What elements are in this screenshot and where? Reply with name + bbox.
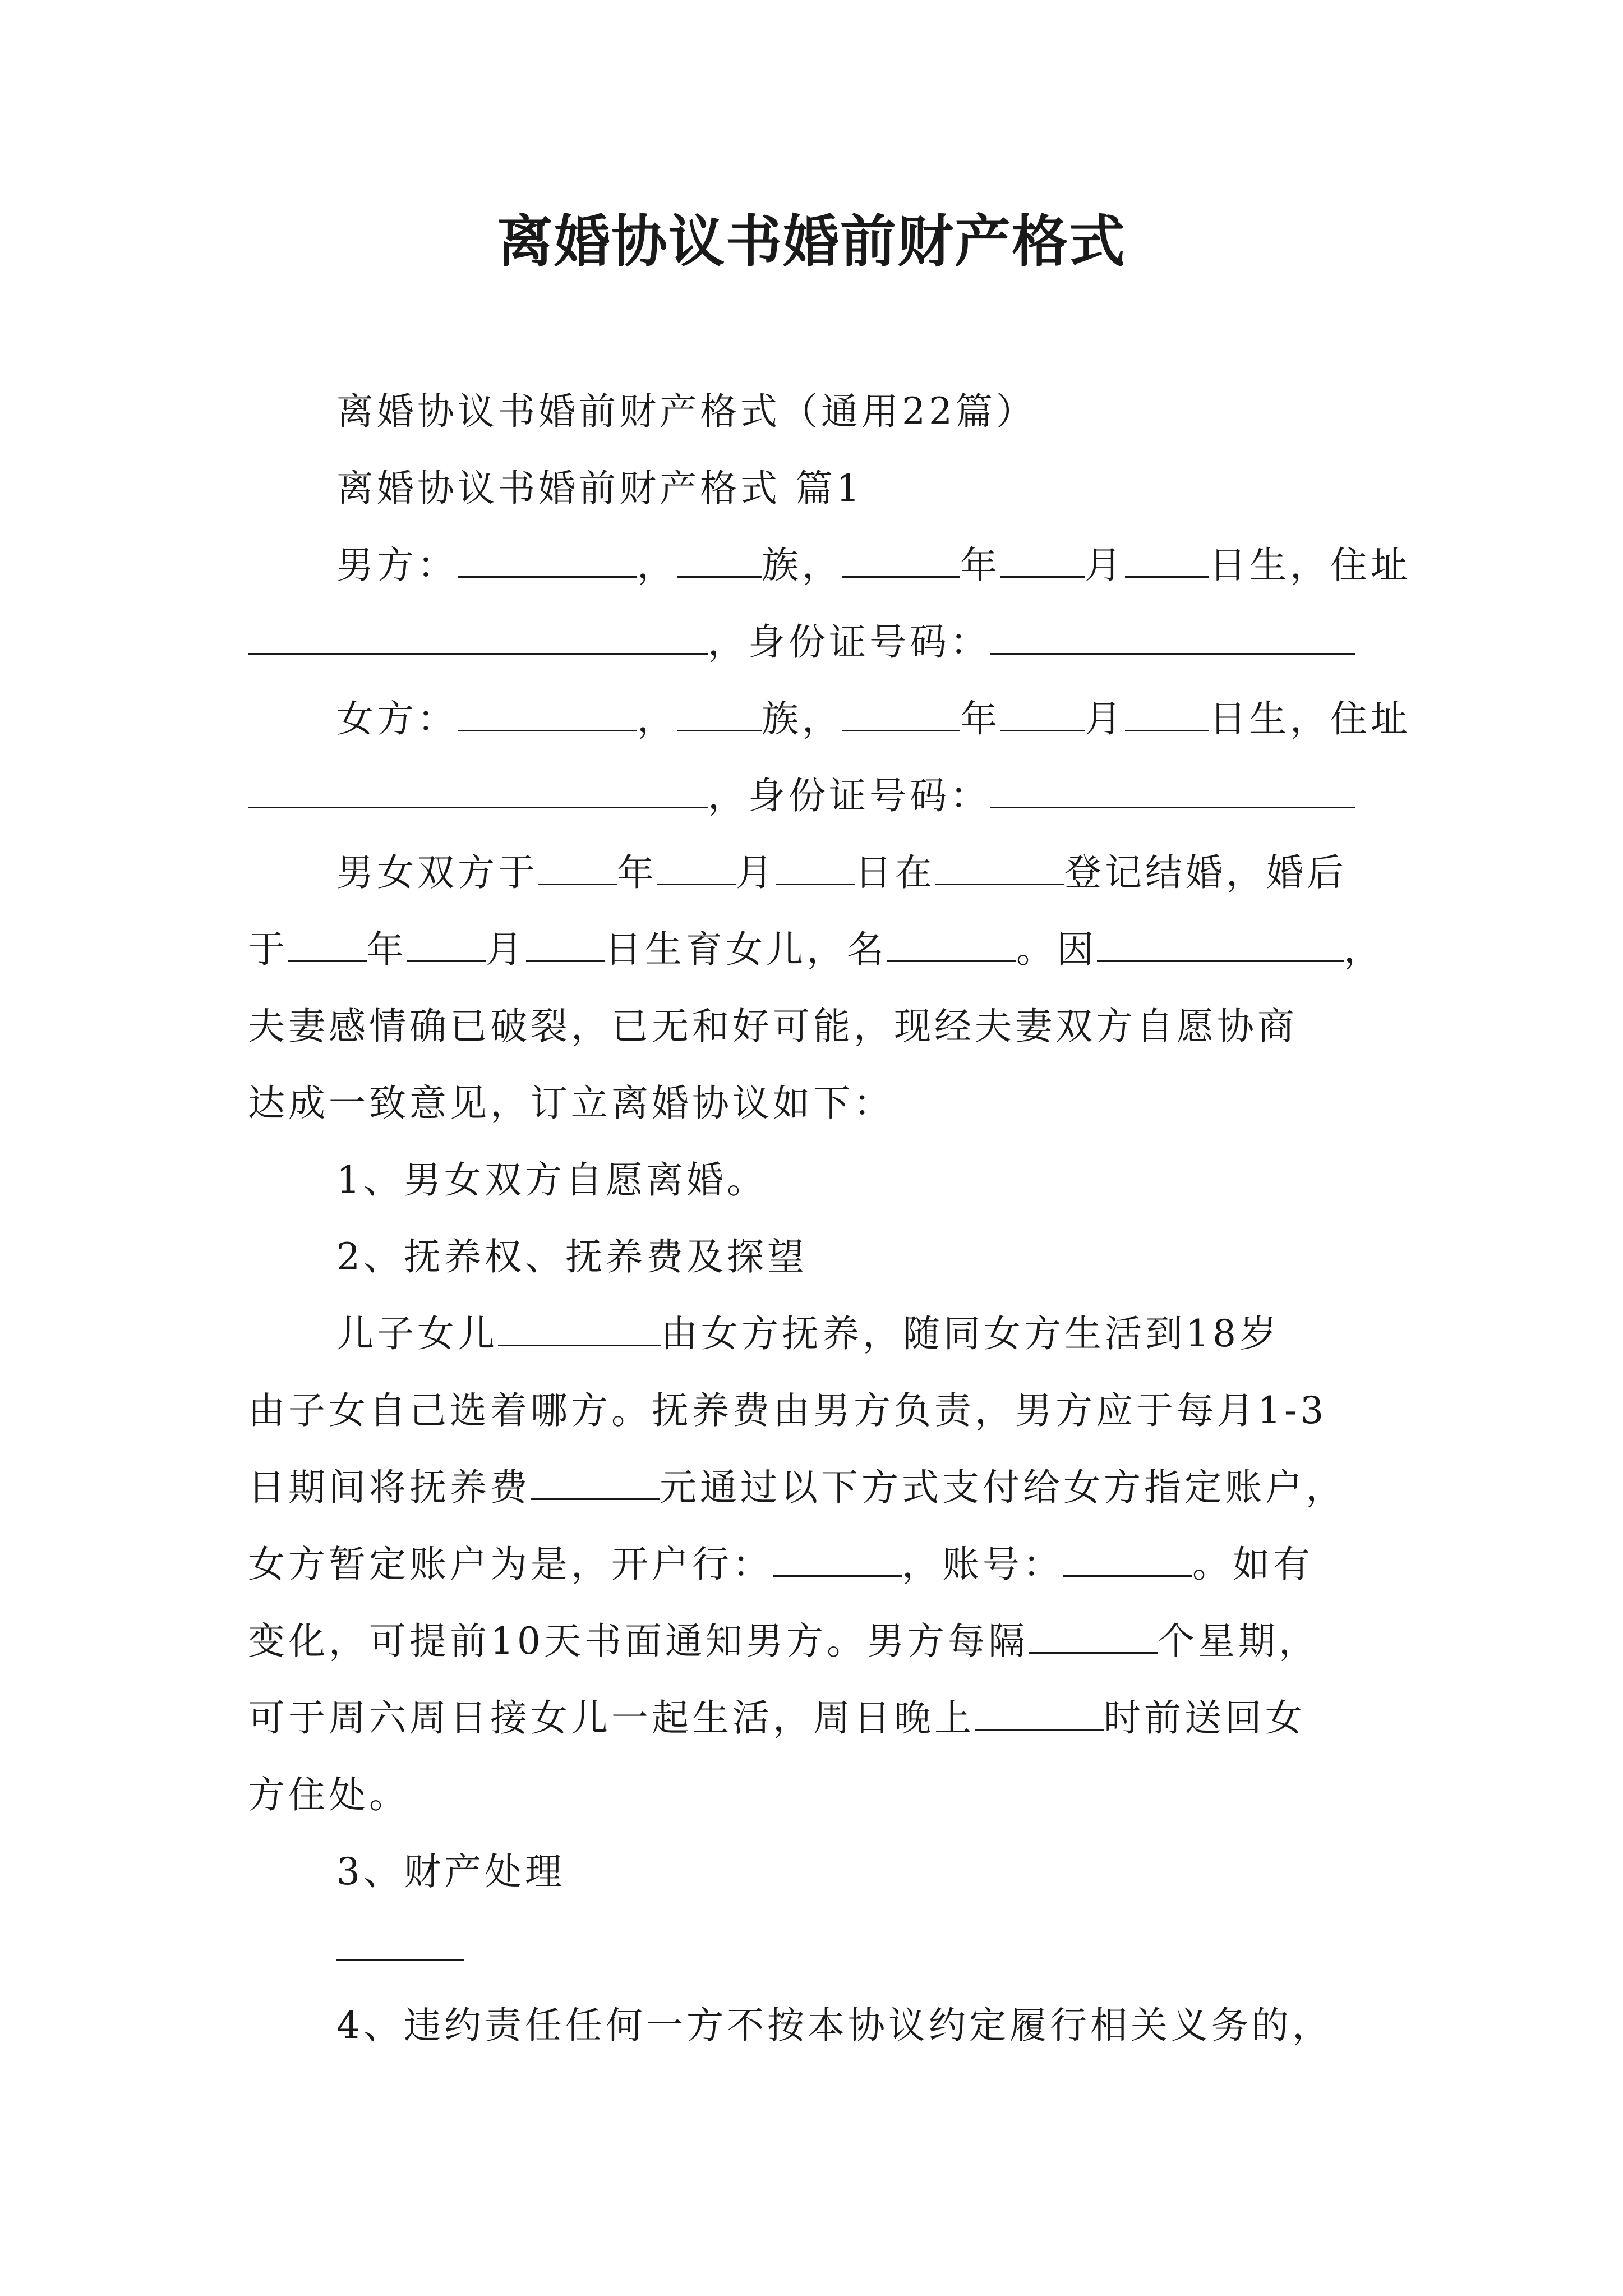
marriage-paragraph-line-1	[248, 834, 1380, 911]
male-address-blank	[248, 608, 708, 655]
marriage-paragraph-line-3	[248, 988, 1380, 1065]
birth-month-label: 月	[486, 928, 526, 971]
item-1: 1、男女双方自愿离婚。	[336, 1158, 767, 1202]
custody-text-line-7: 方住处。	[248, 1773, 409, 1816]
subtitle-line	[248, 373, 1380, 450]
male-id-label: ，身份证号码：	[708, 620, 990, 664]
female-id-label: ，身份证号码：	[708, 774, 990, 817]
female-day-address-label: 日生，住址	[1209, 697, 1411, 740]
female-comma: ，	[637, 697, 677, 740]
marriage-year-label: 年	[617, 851, 657, 894]
custody-line-3	[248, 1449, 1380, 1526]
male-ethnicity-blank	[677, 531, 762, 578]
male-month-blank	[1000, 531, 1085, 578]
male-party-line-1	[248, 527, 1411, 604]
daughter-name-label: 日生育女儿，名	[605, 928, 887, 971]
marriage-text-line-4: 达成一致意见，订立离婚协议如下：	[248, 1082, 894, 1125]
item-1-line	[248, 1142, 1380, 1218]
female-party-line-2	[248, 757, 1380, 834]
item-2: 2、抚养权、抚养费及探望	[336, 1235, 808, 1278]
marriage-text: 男女双方于	[336, 851, 538, 894]
reason-blank	[1097, 915, 1344, 962]
marriage-year-blank	[538, 839, 617, 885]
custody-line-7	[248, 1756, 1380, 1833]
reason-comma: ，	[1344, 928, 1384, 971]
female-ethnicity-blank	[677, 685, 762, 731]
birth-day-blank	[526, 915, 605, 962]
male-year-label: 年	[960, 544, 1000, 587]
marriage-day-blank	[776, 839, 855, 885]
custody-line-6	[248, 1680, 1380, 1756]
birth-year-blank	[288, 915, 367, 962]
custody-child-blank	[498, 1300, 661, 1346]
marriage-text-line-3: 夫妻感情确已破裂，已无和好可能，现经夫妻双方自愿协商	[248, 1005, 1298, 1048]
custody-line-5	[248, 1603, 1380, 1680]
property-blank	[336, 1926, 464, 1961]
male-day-address-label: 日生，住址	[1209, 544, 1411, 587]
male-day-blank	[1125, 531, 1209, 578]
account-change-text: 。如有	[1192, 1543, 1313, 1586]
item-3: 3、财产处理	[336, 1850, 565, 1893]
custody-line-1	[248, 1295, 1380, 1372]
marriage-month-blank	[657, 839, 736, 885]
male-id-blank	[990, 608, 1355, 655]
male-year-blank	[842, 531, 960, 578]
account-label: ，账号：	[902, 1543, 1063, 1586]
visit-interval-label: 变化，可提前10天书面通知男方。男方每隔	[248, 1619, 1029, 1663]
support-fee-blank	[531, 1453, 660, 1500]
reason-label: 。因	[1016, 928, 1097, 971]
custody-line-2	[248, 1372, 1380, 1449]
custody-children-label: 儿子女儿	[336, 1312, 498, 1355]
document-body	[248, 373, 1411, 2064]
return-time-text: 时前送回女	[1104, 1696, 1306, 1740]
male-party-line-2	[248, 604, 1380, 680]
marriage-paragraph-line-4	[248, 1065, 1380, 1142]
male-ethnicity-label: 族，	[762, 544, 842, 587]
birth-text: 于	[248, 928, 288, 971]
female-party-line-1	[248, 680, 1411, 757]
female-label: 女方：	[336, 697, 458, 740]
female-year-label: 年	[960, 697, 1000, 740]
account-blank	[1063, 1530, 1192, 1577]
bank-label: 女方暂定账户为是，开户行：	[248, 1543, 773, 1586]
female-year-blank	[842, 685, 960, 731]
female-ethnicity-label: 族，	[762, 697, 842, 740]
male-comma: ，	[637, 544, 677, 587]
daughter-name-blank	[887, 915, 1016, 962]
marriage-registration-text: 登记结婚，婚后	[1064, 851, 1347, 894]
marriage-place-blank	[935, 839, 1064, 885]
visit-interval-unit: 个星期，	[1157, 1619, 1319, 1663]
return-time-label: 可于周六周日接女儿一起生活，周日晚上	[248, 1696, 975, 1740]
male-label: 男方：	[336, 544, 458, 587]
birth-year-label: 年	[367, 928, 407, 971]
subtitle: 离婚协议书婚前财产格式（通用22篇）	[336, 390, 1036, 433]
female-address-blank	[248, 762, 708, 808]
marriage-month-label: 月	[736, 851, 776, 894]
custody-text: 由女方抚养，随同女方生活到18岁	[661, 1312, 1280, 1355]
item-4-line	[248, 1987, 1380, 2064]
item-4: 4、违约责任任何一方不按本协议约定履行相关义务的，	[336, 2004, 1332, 2047]
return-time-blank	[975, 1684, 1104, 1731]
female-month-label: 月	[1085, 697, 1125, 740]
female-day-blank	[1125, 685, 1209, 731]
male-month-label: 月	[1085, 544, 1125, 587]
marriage-place-label: 日在	[855, 851, 935, 894]
birth-month-blank	[407, 915, 486, 962]
female-month-blank	[1000, 685, 1085, 731]
female-name-blank	[458, 685, 637, 731]
property-blank-line	[248, 1910, 1380, 1987]
item-2-line	[248, 1218, 1380, 1295]
marriage-paragraph-line-2	[248, 911, 1384, 988]
section-heading: 离婚协议书婚前财产格式 篇1	[336, 467, 863, 510]
custody-line-4	[248, 1526, 1380, 1603]
female-id-blank	[990, 762, 1355, 808]
custody-text-line-2: 由子女自己选着哪方。抚养费由男方负责，男方应于每月1-3	[248, 1389, 1327, 1432]
item-3-line	[248, 1833, 1380, 1910]
bank-blank	[773, 1530, 902, 1577]
section-heading-line	[248, 450, 1380, 527]
support-fee-label: 日期间将抚养费	[248, 1466, 531, 1509]
support-fee-text: 元通过以下方式支付给女方指定账户，	[660, 1466, 1346, 1509]
document-title: 离婚协议书婚前财产格式	[497, 208, 1126, 274]
male-name-blank	[458, 531, 637, 578]
visit-interval-blank	[1029, 1607, 1158, 1654]
